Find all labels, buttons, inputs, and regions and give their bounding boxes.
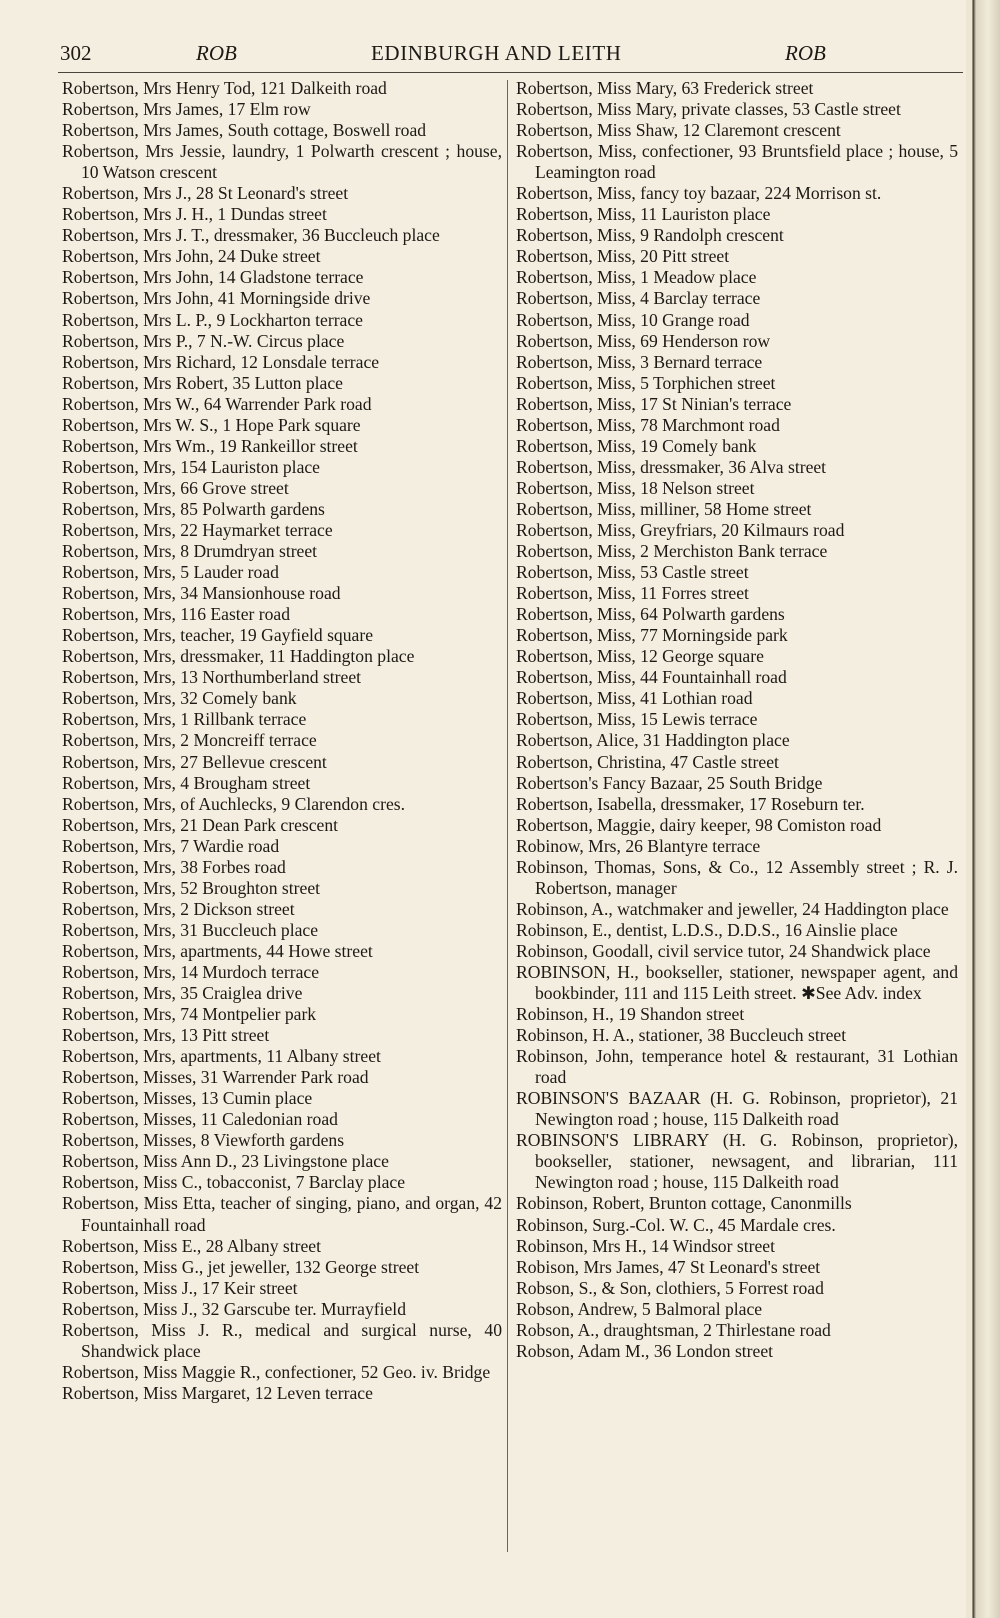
directory-entry: Robertson, Mrs James, South cottage, Boswell road bbox=[62, 120, 427, 141]
directory-entry: Robertson, Mrs, 2 Moncreiff terrace bbox=[62, 730, 317, 751]
directory-entry: Robertson, Mrs, 74 Montpelier park bbox=[62, 1004, 317, 1025]
left-guide-word: ROB bbox=[196, 41, 237, 65]
directory-entry: Robson, Adam M., 36 London street bbox=[516, 1340, 774, 1361]
directory-entry: Robertson, Miss, 15 Lewis terrace bbox=[516, 709, 758, 730]
directory-entry: Robertson, Mrs, 154 Lauriston place bbox=[62, 456, 320, 477]
directory-entry: Robertson, Mrs J. H., 1 Dundas street bbox=[62, 204, 327, 225]
directory-entry: Robertson, Miss, 3 Bernard terrace bbox=[516, 351, 763, 372]
directory-entry: Robertson, Miss Mary, private classes, 53 Castle street bbox=[516, 99, 901, 120]
directory-entry: Robinson, H., 19 Shandon street bbox=[516, 1004, 745, 1025]
directory-entry: Robertson, Mrs, apartments, 11 Albany street bbox=[62, 1046, 381, 1067]
directory-entry: Robertson, Mrs, teacher, 19 Gayfield square bbox=[62, 625, 374, 646]
directory-entry: Robertson, Miss, 17 St Ninian's terrace bbox=[516, 393, 792, 414]
directory-entry: Robertson, Mrs, 4 Brougham street bbox=[62, 772, 311, 793]
directory-entry: Robertson, Mrs, 1 Rillbank terrace bbox=[62, 709, 307, 730]
directory-entry: Robertson, Miss, 64 Polwarth gardens bbox=[516, 604, 785, 625]
directory-entry: Robertson, Miss Etta, teacher of singing, piano, and organ, 42 Fountainhall road bbox=[62, 1193, 502, 1235]
directory-entry: Robertson, Mrs, 14 Murdoch terrace bbox=[62, 961, 319, 982]
directory-entry: Robertson, Miss Shaw, 12 Claremont crescent bbox=[516, 120, 841, 141]
directory-entry: Robertson, Mrs, 52 Broughton street bbox=[62, 877, 321, 898]
directory-entry: Robertson, Mrs, 8 Drumdryan street bbox=[62, 541, 318, 562]
header-rule bbox=[58, 72, 963, 73]
directory-entry: Robertson, Misses, 13 Cumin place bbox=[62, 1088, 313, 1109]
directory-entry: Robinson, John, temperance hotel & restaurant, 31 Lothian road bbox=[516, 1046, 958, 1088]
directory-entry: Robertson, Mrs W. S., 1 Hope Park square bbox=[62, 414, 361, 435]
directory-entry: Robertson, Miss, 10 Grange road bbox=[516, 309, 750, 330]
directory-entry: Robson, A., draughtsman, 2 Thirlestane road bbox=[516, 1319, 831, 1340]
directory-entry: Robinson, Goodall, civil service tutor, 24 Shandwick place bbox=[516, 940, 931, 961]
directory-entry: Robinson, E., dentist, L.D.S., D.D.S., 16 Ainslie place bbox=[516, 919, 898, 940]
directory-entry: Robinson, A., watchmaker and jeweller, 24 Haddington place bbox=[516, 898, 949, 919]
right-guide-word: ROB bbox=[785, 41, 826, 65]
directory-entry: Robertson, Mrs, 5 Lauder road bbox=[62, 562, 279, 583]
directory-entry: Robertson, Mrs, 27 Bellevue crescent bbox=[62, 751, 327, 772]
directory-entry: Robertson, Mrs, 13 Northumberland street bbox=[62, 667, 362, 688]
directory-entry: Robertson, Alice, 31 Haddington place bbox=[516, 730, 790, 751]
directory-entry: Robertson, Miss, confectioner, 93 Bruntsfield place ; house, 5 Leamington road bbox=[516, 141, 958, 183]
directory-entry: Robinow, Mrs, 26 Blantyre terrace bbox=[516, 835, 761, 856]
directory-entry: Robertson, Mrs Richard, 12 Lonsdale terrace bbox=[62, 351, 380, 372]
directory-entry: Robertson, Miss J., 32 Garscube ter. Murrayfield bbox=[62, 1298, 406, 1319]
directory-entry: Robertson, Mrs John, 24 Duke street bbox=[62, 246, 321, 267]
directory-entry: Robertson, Mrs, of Auchlecks, 9 Clarendon cres. bbox=[62, 793, 406, 814]
directory-entry: Robinson, Thomas, Sons, & Co., 12 Assembly street ; R. J. Robertson, manager bbox=[516, 856, 958, 898]
directory-entry: Robertson, Miss, fancy toy bazaar, 224 Morrison st. bbox=[516, 183, 882, 204]
directory-entry: Robertson, Misses, 11 Caledonian road bbox=[62, 1109, 338, 1130]
directory-entry: Robertson, Mrs, 85 Polwarth gardens bbox=[62, 498, 325, 519]
page-number: 302 bbox=[60, 41, 92, 65]
page-title: EDINBURGH AND LEITH bbox=[371, 41, 622, 65]
directory-entry: Robertson, Miss, milliner, 58 Home street bbox=[516, 498, 812, 519]
directory-entry: Robertson, Miss C., tobacconist, 7 Barclay place bbox=[62, 1172, 406, 1193]
directory-entry: Robertson, Mrs John, 41 Morningside drive bbox=[62, 288, 371, 309]
directory-entry: Robertson, Mrs, 2 Dickson street bbox=[62, 898, 295, 919]
directory-entry: Robertson, Christina, 47 Castle street bbox=[516, 751, 779, 772]
directory-entry: Robertson, Miss, 1 Meadow place bbox=[516, 267, 757, 288]
directory-entry: Robertson, Mrs John, 14 Gladstone terrace bbox=[62, 267, 364, 288]
directory-entry: Robertson, Miss Mary, 63 Frederick street bbox=[516, 78, 814, 98]
directory-entry: Robertson, Miss J., 17 Keir street bbox=[62, 1277, 298, 1298]
directory-entry: Robertson, Mrs, 7 Wardie road bbox=[62, 835, 280, 856]
directory-entry: Robertson, Miss J. R., medical and surgical nurse, 40 Shandwick place bbox=[62, 1319, 502, 1361]
directory-entry: ROBINSON'S BAZAAR (H. G. Robinson, proprietor), 21 Newington road ; house, 115 Dalkeith road bbox=[516, 1088, 958, 1130]
directory-entry: ROBINSON, H., bookseller, stationer, newspaper agent, and bookbinder, 111 and 115 Leith street. ✱See Adv. index bbox=[516, 961, 958, 1004]
directory-entry: Robertson, Mrs, 31 Buccleuch place bbox=[62, 919, 319, 940]
directory-entry: Robertson, Miss, 78 Marchmont road bbox=[516, 414, 780, 435]
directory-entry: Robertson, Mrs P., 7 N.-W. Circus place bbox=[62, 330, 345, 351]
directory-entry: Robertson, Maggie, dairy keeper, 98 Comiston road bbox=[516, 814, 882, 835]
directory-entry: Robinson, H. A., stationer, 38 Buccleuch street bbox=[516, 1025, 847, 1046]
directory-entry: Robertson, Miss, 20 Pitt street bbox=[516, 246, 730, 267]
directory-entry: Robertson, Mrs J. T., dressmaker, 36 Buccleuch place bbox=[62, 225, 440, 246]
directory-entry: Robertson, Mrs, apartments, 44 Howe street bbox=[62, 940, 373, 961]
directory-entry: Robertson, Mrs, 66 Grove street bbox=[62, 477, 289, 498]
directory-entry: Robertson, Miss, 11 Forres street bbox=[516, 583, 749, 604]
directory-entry: Robertson, Mrs, 38 Forbes road bbox=[62, 856, 286, 877]
directory-entry: Robertson, Mrs Jessie, laundry, 1 Polwarth crescent ; house, 10 Watson crescent bbox=[62, 141, 502, 183]
directory-entry: ROBINSON'S LIBRARY (H. G. Robinson, proprietor), bookseller, stationer, newsagent, and librarian, 111 Newington road ; house, 115 Dalkeith road bbox=[516, 1130, 958, 1193]
directory-entry: Robson, S., & Son, clothiers, 5 Forrest road bbox=[516, 1277, 824, 1298]
directory-entry: Robertson, Miss, 4 Barclay terrace bbox=[516, 288, 761, 309]
directory-entry: Robertson, Isabella, dressmaker, 17 Roseburn ter. bbox=[516, 793, 865, 814]
directory-entry: Robertson, Mrs Henry Tod, 121 Dalkeith road bbox=[62, 78, 387, 98]
column-divider bbox=[507, 80, 508, 1552]
directory-entry: Robertson, Miss Margaret, 12 Leven terrace bbox=[62, 1382, 373, 1403]
directory-entry: Robertson, Mrs, 32 Comely bank bbox=[62, 688, 297, 709]
directory-entry: Robertson, Mrs Robert, 35 Lutton place bbox=[62, 372, 343, 393]
directory-entry: Robertson, Mrs, 35 Craiglea drive bbox=[62, 983, 303, 1004]
left-column bbox=[62, 78, 502, 1404]
directory-entry: Robertson, Mrs, 13 Pitt street bbox=[62, 1025, 270, 1046]
adjacent-page-edge bbox=[966, 0, 1000, 1618]
directory-entry: Robinson, Robert, Brunton cottage, Canonmills bbox=[516, 1193, 852, 1214]
directory-entry: Robertson, Mrs W., 64 Warrender Park road bbox=[62, 393, 372, 414]
directory-entry: Robertson, Miss, 19 Comely bank bbox=[516, 435, 757, 456]
directory-entry: Robertson, Miss, 44 Fountainhall road bbox=[516, 667, 787, 688]
directory-entry: Robertson, Mrs L. P., 9 Lockharton terrace bbox=[62, 309, 363, 330]
directory-entry: Robertson, Miss, 69 Henderson row bbox=[516, 330, 771, 351]
directory-entry: Robertson, Miss, 11 Lauriston place bbox=[516, 204, 771, 225]
directory-entry: Robertson's Fancy Bazaar, 25 South Bridge bbox=[516, 772, 823, 793]
directory-entry: Robertson, Mrs, 34 Mansionhouse road bbox=[62, 583, 341, 604]
directory-entry: Robson, Andrew, 5 Balmoral place bbox=[516, 1298, 763, 1319]
running-header bbox=[58, 38, 963, 68]
directory-entry: Robertson, Misses, 8 Viewforth gardens bbox=[62, 1130, 345, 1151]
directory-entry: Robertson, Miss, 2 Merchiston Bank terrace bbox=[516, 541, 828, 562]
directory-entry: Robertson, Miss, 77 Morningside park bbox=[516, 625, 788, 646]
directory-entry: Robertson, Mrs James, 17 Elm row bbox=[62, 99, 311, 120]
directory-entry: Robertson, Miss, 12 George square bbox=[516, 646, 764, 667]
directory-entry: Robertson, Miss, 5 Torphichen street bbox=[516, 372, 776, 393]
directory-entry: Robertson, Mrs J., 28 St Leonard's street bbox=[62, 183, 349, 204]
directory-entry: Robertson, Miss, 18 Nelson street bbox=[516, 477, 755, 498]
directory-entry: Robertson, Misses, 31 Warrender Park road bbox=[62, 1067, 369, 1088]
directory-entry: Robertson, Miss Maggie R., confectioner, 52 Geo. iv. Bridge bbox=[62, 1361, 491, 1382]
directory-entry: Robertson, Mrs Wm., 19 Rankeillor street bbox=[62, 435, 358, 456]
directory-entry: Robertson, Miss G., jet jeweller, 132 George street bbox=[62, 1256, 420, 1277]
directory-entry: Robertson, Miss, 9 Randolph crescent bbox=[516, 225, 784, 246]
directory-entry: Robertson, Miss, dressmaker, 36 Alva street bbox=[516, 456, 827, 477]
directory-entry: Robertson, Miss, 53 Castle street bbox=[516, 562, 749, 583]
directory-entry: Robinson, Mrs H., 14 Windsor street bbox=[516, 1235, 775, 1256]
directory-entry: Robertson, Mrs, 22 Haymarket terrace bbox=[62, 519, 333, 540]
directory-entry: Robertson, Miss, Greyfriars, 20 Kilmaurs road bbox=[516, 519, 845, 540]
right-column bbox=[516, 78, 958, 1362]
directory-entry: Robertson, Miss E., 28 Albany street bbox=[62, 1235, 322, 1256]
directory-entry: Robertson, Mrs, 21 Dean Park crescent bbox=[62, 814, 339, 835]
directory-entry: Robertson, Miss, 41 Lothian road bbox=[516, 688, 753, 709]
directory-entry: Robertson, Mrs, dressmaker, 11 Haddington place bbox=[62, 646, 415, 667]
directory-entry: Robinson, Surg.-Col. W. C., 45 Mardale cres. bbox=[516, 1214, 836, 1235]
directory-entry: Robertson, Mrs, 116 Easter road bbox=[62, 604, 291, 625]
directory-entry: Robison, Mrs James, 47 St Leonard's street bbox=[516, 1256, 821, 1277]
directory-entry: Robertson, Miss Ann D., 23 Livingstone place bbox=[62, 1151, 389, 1172]
